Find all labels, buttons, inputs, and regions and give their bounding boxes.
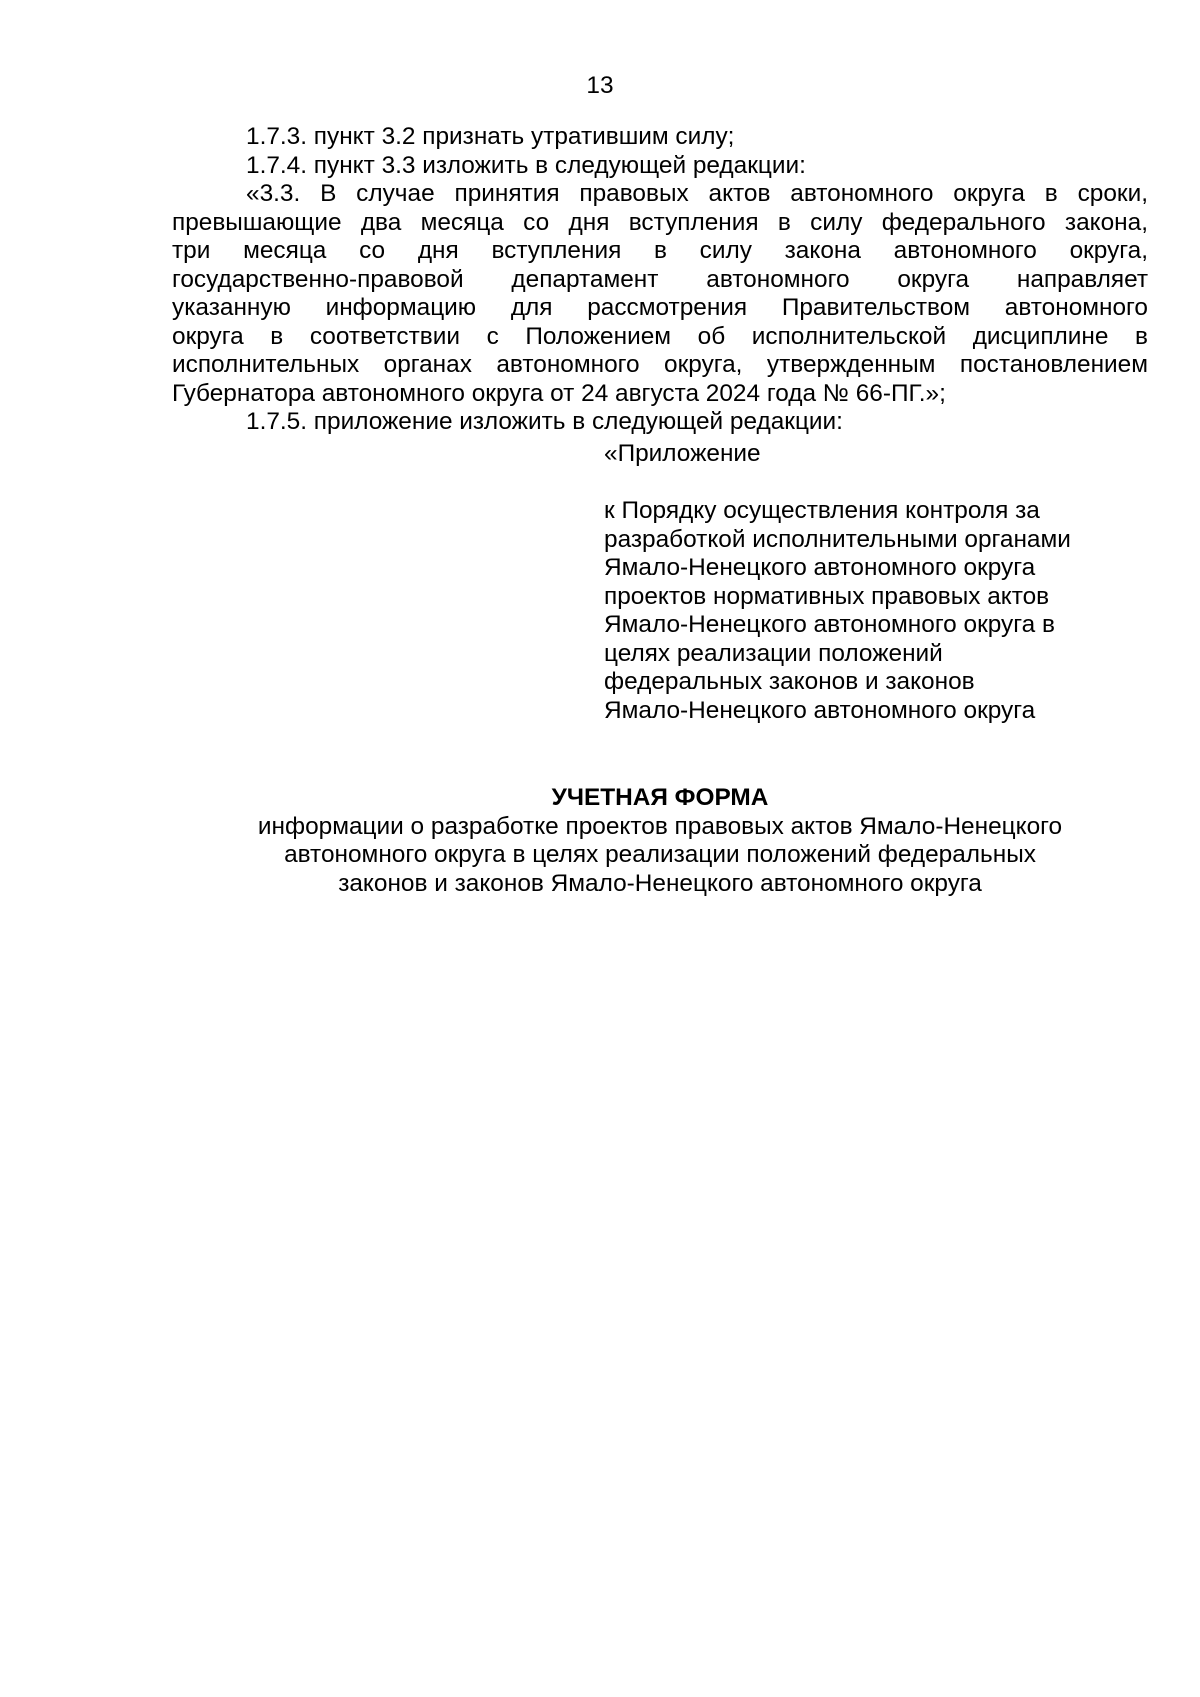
paragraph-3-3-line: превышающие два месяца со дня вступления в силу федерального закона, [172, 208, 1148, 236]
appendix-line: к Порядку осуществления контроля за [604, 497, 1040, 524]
form-subtitle-line: автономного округа в целях реализации положений федеральных [284, 841, 1036, 868]
document-body [172, 123, 1148, 437]
appendix-gap [604, 469, 1144, 498]
appendix-line: целях реализации положений [604, 639, 943, 667]
appendix-line: Ямало-Ненецкого автономного округа [604, 696, 1036, 724]
form-title-block [172, 784, 1148, 898]
form-subtitle-line: информации о разработке проектов правовых актов Ямало-Ненецкого [257, 812, 1063, 840]
paragraph-1-7-3: 1.7.3. пункт 3.2 признать утратившим силу; [246, 123, 735, 150]
appendix-title: «Приложение [604, 440, 761, 467]
paragraph-3-3-line: округа в соответствии с Положением об исполнительской дисциплине в [172, 322, 1148, 350]
paragraph-1-7-5: 1.7.5. приложение изложить в следующей редакции: [246, 408, 843, 435]
appendix-line: Ямало-Ненецкого автономного округа [604, 554, 1036, 581]
paragraph-3-3 [172, 180, 1148, 408]
appendix-line: разработкой исполнительными органами [604, 525, 1071, 553]
paragraph-3-3-line: указанную информацию для рассмотрения Правительством автономного [172, 294, 1148, 321]
paragraph-3-3-line: «3.3. В случае принятия правовых актов автономного округа в сроки, [246, 180, 1148, 207]
appendix-line: Ямало-Ненецкого автономного округа в [604, 611, 1055, 638]
paragraph-3-3-line: исполнительных органах автономного округа, утвержденным постановлением [172, 351, 1148, 378]
form-subtitle-line: законов и законов Ямало-Ненецкого автономного округа [338, 869, 982, 897]
appendix-line: федеральных законов и законов [604, 668, 975, 695]
paragraph-3-3-line: государственно-правовой департамент автономного округа направляет [172, 265, 1148, 293]
appendix-header [604, 440, 1144, 725]
form-heading: УЧЕТНАЯ ФОРМА [551, 784, 769, 811]
paragraph-1-7-4: 1.7.4. пункт 3.3 изложить в следующей редакции: [246, 151, 806, 179]
page-number: 13 [586, 72, 614, 99]
paragraph-3-3-line: три месяца со дня вступления в силу закона автономного округа, [172, 237, 1148, 264]
paragraph-3-3-line: Губернатора автономного округа от 24 августа 2024 года № 66-ПГ.»; [172, 379, 946, 407]
appendix-line: проектов нормативных правовых актов [604, 582, 1050, 610]
